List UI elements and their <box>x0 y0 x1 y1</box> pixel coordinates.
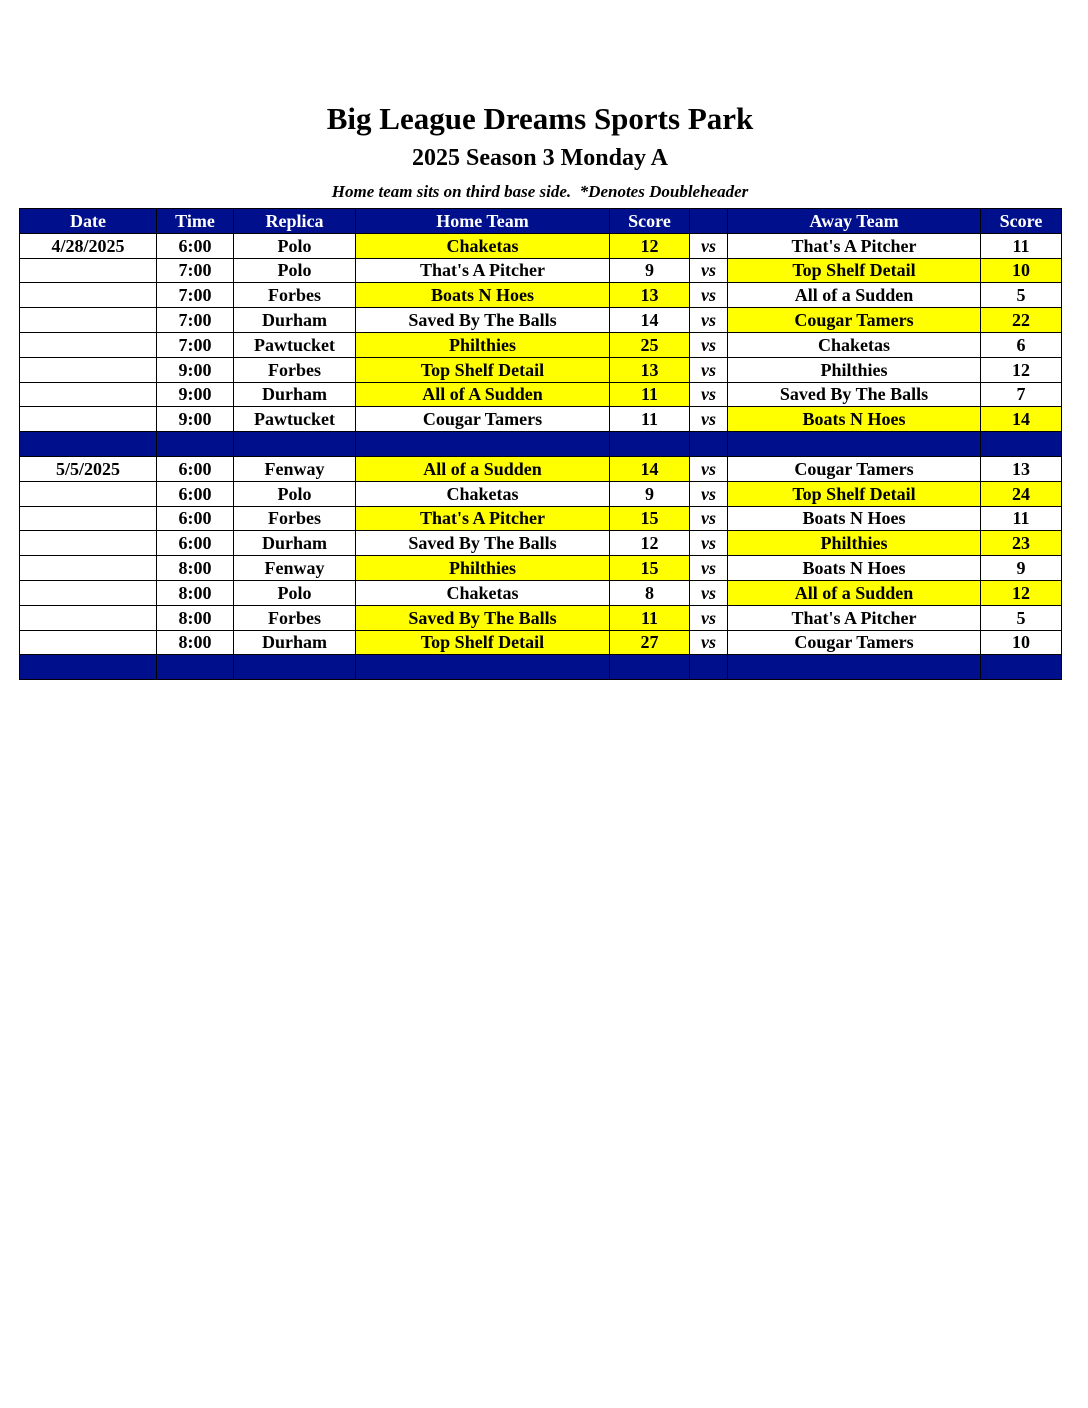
game-time: 7:00 <box>157 332 234 357</box>
field-replica: Durham <box>234 382 356 407</box>
page-title: Big League Dreams Sports Park <box>326 101 754 136</box>
table-row <box>20 308 1062 333</box>
field-replica: Fenway <box>234 456 356 481</box>
away-score: 10 <box>981 630 1062 655</box>
table-row <box>20 258 1062 283</box>
away-team: That's A Pitcher <box>728 233 981 258</box>
home-score: 11 <box>610 605 690 630</box>
home-team: Chaketas <box>356 580 610 605</box>
column-header-date: Date <box>20 209 157 234</box>
away-score: 5 <box>981 605 1062 630</box>
away-team: Boats N Hoes <box>728 407 981 432</box>
away-team: All of a Sudden <box>728 283 981 308</box>
home-team: Boats N Hoes <box>356 283 610 308</box>
away-score: 23 <box>981 531 1062 556</box>
home-team: All of a Sudden <box>356 456 610 481</box>
separator-cell <box>20 655 157 680</box>
vs-label: vs <box>690 233 728 258</box>
away-score: 7 <box>981 382 1062 407</box>
separator-cell <box>610 432 690 457</box>
table-row <box>20 506 1062 531</box>
schedule-note: Home team sits on third base side. *Denotes Doubleheader <box>331 182 749 201</box>
game-time: 8:00 <box>157 556 234 581</box>
away-score: 22 <box>981 308 1062 333</box>
away-team: That's A Pitcher <box>728 605 981 630</box>
day-separator-row <box>20 655 1062 680</box>
game-time: 6:00 <box>157 506 234 531</box>
away-score: 9 <box>981 556 1062 581</box>
field-replica: Forbes <box>234 357 356 382</box>
table-row <box>20 481 1062 506</box>
game-time: 7:00 <box>157 258 234 283</box>
home-score: 9 <box>610 481 690 506</box>
home-score: 25 <box>610 332 690 357</box>
field-replica: Polo <box>234 258 356 283</box>
separator-cell <box>728 655 981 680</box>
table-row <box>20 630 1062 655</box>
separator-cell <box>356 432 610 457</box>
field-replica: Forbes <box>234 506 356 531</box>
home-score: 13 <box>610 357 690 382</box>
vs-label: vs <box>690 456 728 481</box>
home-team: That's A Pitcher <box>356 258 610 283</box>
column-header-home-team: Home Team <box>356 209 610 234</box>
vs-label: vs <box>690 481 728 506</box>
home-score: 8 <box>610 580 690 605</box>
table-row <box>20 456 1062 481</box>
game-time: 9:00 <box>157 382 234 407</box>
game-date <box>20 605 157 630</box>
separator-cell <box>981 432 1062 457</box>
table-row <box>20 407 1062 432</box>
field-replica: Fenway <box>234 556 356 581</box>
separator-cell <box>728 432 981 457</box>
home-score: 14 <box>610 308 690 333</box>
away-score: 24 <box>981 481 1062 506</box>
home-team: Top Shelf Detail <box>356 357 610 382</box>
game-date <box>20 308 157 333</box>
field-replica: Durham <box>234 308 356 333</box>
field-replica: Pawtucket <box>234 332 356 357</box>
home-score: 14 <box>610 456 690 481</box>
vs-label: vs <box>690 283 728 308</box>
separator-cell <box>234 655 356 680</box>
game-time: 7:00 <box>157 283 234 308</box>
table-row <box>20 233 1062 258</box>
table-row <box>20 382 1062 407</box>
game-time: 8:00 <box>157 605 234 630</box>
column-header-home-score: Score <box>610 209 690 234</box>
game-date: 4/28/2025 <box>20 233 157 258</box>
home-score: 9 <box>610 258 690 283</box>
table-row <box>20 531 1062 556</box>
separator-cell <box>157 432 234 457</box>
column-header-away-score: Score <box>981 209 1062 234</box>
home-score: 15 <box>610 506 690 531</box>
away-score: 5 <box>981 283 1062 308</box>
home-team: Chaketas <box>356 481 610 506</box>
game-time: 8:00 <box>157 630 234 655</box>
field-replica: Forbes <box>234 283 356 308</box>
vs-label: vs <box>690 630 728 655</box>
away-team: Saved By The Balls <box>728 382 981 407</box>
vs-label: vs <box>690 308 728 333</box>
table-row <box>20 605 1062 630</box>
home-score: 11 <box>610 407 690 432</box>
separator-cell <box>234 432 356 457</box>
vs-label: vs <box>690 556 728 581</box>
vs-label: vs <box>690 605 728 630</box>
separator-cell <box>157 655 234 680</box>
away-team: Boats N Hoes <box>728 506 981 531</box>
game-time: 6:00 <box>157 531 234 556</box>
home-team: Top Shelf Detail <box>356 630 610 655</box>
home-team: Philthies <box>356 332 610 357</box>
separator-cell <box>690 655 728 680</box>
game-date <box>20 556 157 581</box>
game-time: 7:00 <box>157 308 234 333</box>
home-score: 15 <box>610 556 690 581</box>
schedule-table <box>19 208 1062 680</box>
away-score: 12 <box>981 580 1062 605</box>
away-score: 12 <box>981 357 1062 382</box>
field-replica: Polo <box>234 580 356 605</box>
vs-label: vs <box>690 258 728 283</box>
home-team: Chaketas <box>356 233 610 258</box>
game-date <box>20 258 157 283</box>
vs-label: vs <box>690 332 728 357</box>
table-header-row <box>20 209 1062 234</box>
game-date <box>20 481 157 506</box>
away-team: Philthies <box>728 357 981 382</box>
home-score: 12 <box>610 531 690 556</box>
vs-label: vs <box>690 531 728 556</box>
game-date <box>20 580 157 605</box>
field-replica: Polo <box>234 481 356 506</box>
home-team: Philthies <box>356 556 610 581</box>
game-date <box>20 332 157 357</box>
vs-label: vs <box>690 506 728 531</box>
game-time: 9:00 <box>157 357 234 382</box>
game-date <box>20 357 157 382</box>
away-team: Chaketas <box>728 332 981 357</box>
home-team: Saved By The Balls <box>356 531 610 556</box>
game-time: 9:00 <box>157 407 234 432</box>
away-team: Philthies <box>728 531 981 556</box>
home-score: 13 <box>610 283 690 308</box>
vs-label: vs <box>690 580 728 605</box>
game-date <box>20 407 157 432</box>
home-score: 27 <box>610 630 690 655</box>
away-team: Top Shelf Detail <box>728 258 981 283</box>
separator-cell <box>20 432 157 457</box>
away-score: 13 <box>981 456 1062 481</box>
game-date <box>20 283 157 308</box>
column-header-vs <box>690 209 728 234</box>
field-replica: Polo <box>234 233 356 258</box>
season-subtitle: 2025 Season 3 Monday A <box>411 145 669 171</box>
game-time: 8:00 <box>157 580 234 605</box>
home-team: Saved By The Balls <box>356 605 610 630</box>
game-date: 5/5/2025 <box>20 456 157 481</box>
vs-label: vs <box>690 382 728 407</box>
day-separator-row <box>20 432 1062 457</box>
away-score: 6 <box>981 332 1062 357</box>
away-team: Cougar Tamers <box>728 308 981 333</box>
away-team: Cougar Tamers <box>728 456 981 481</box>
game-date <box>20 531 157 556</box>
away-score: 11 <box>981 506 1062 531</box>
separator-cell <box>356 655 610 680</box>
table-row <box>20 556 1062 581</box>
column-header-time: Time <box>157 209 234 234</box>
field-replica: Durham <box>234 531 356 556</box>
game-time: 6:00 <box>157 233 234 258</box>
field-replica: Pawtucket <box>234 407 356 432</box>
away-score: 11 <box>981 233 1062 258</box>
schedule-body <box>20 233 1062 679</box>
away-team: Top Shelf Detail <box>728 481 981 506</box>
away-team: All of a Sudden <box>728 580 981 605</box>
home-team: That's A Pitcher <box>356 506 610 531</box>
away-team: Cougar Tamers <box>728 630 981 655</box>
home-team: Cougar Tamers <box>356 407 610 432</box>
column-header-away-team: Away Team <box>728 209 981 234</box>
vs-label: vs <box>690 407 728 432</box>
separator-cell <box>610 655 690 680</box>
home-team: Saved By The Balls <box>356 308 610 333</box>
away-team: Boats N Hoes <box>728 556 981 581</box>
game-date <box>20 506 157 531</box>
separator-cell <box>690 432 728 457</box>
table-row <box>20 283 1062 308</box>
table-row <box>20 580 1062 605</box>
home-score: 11 <box>610 382 690 407</box>
game-date <box>20 382 157 407</box>
home-score: 12 <box>610 233 690 258</box>
vs-label: vs <box>690 357 728 382</box>
column-header-replica: Replica <box>234 209 356 234</box>
field-replica: Forbes <box>234 605 356 630</box>
game-time: 6:00 <box>157 481 234 506</box>
away-score: 14 <box>981 407 1062 432</box>
separator-cell <box>981 655 1062 680</box>
table-row <box>20 332 1062 357</box>
field-replica: Durham <box>234 630 356 655</box>
game-date <box>20 630 157 655</box>
game-time: 6:00 <box>157 456 234 481</box>
away-score: 10 <box>981 258 1062 283</box>
home-team: All of A Sudden <box>356 382 610 407</box>
table-row <box>20 357 1062 382</box>
